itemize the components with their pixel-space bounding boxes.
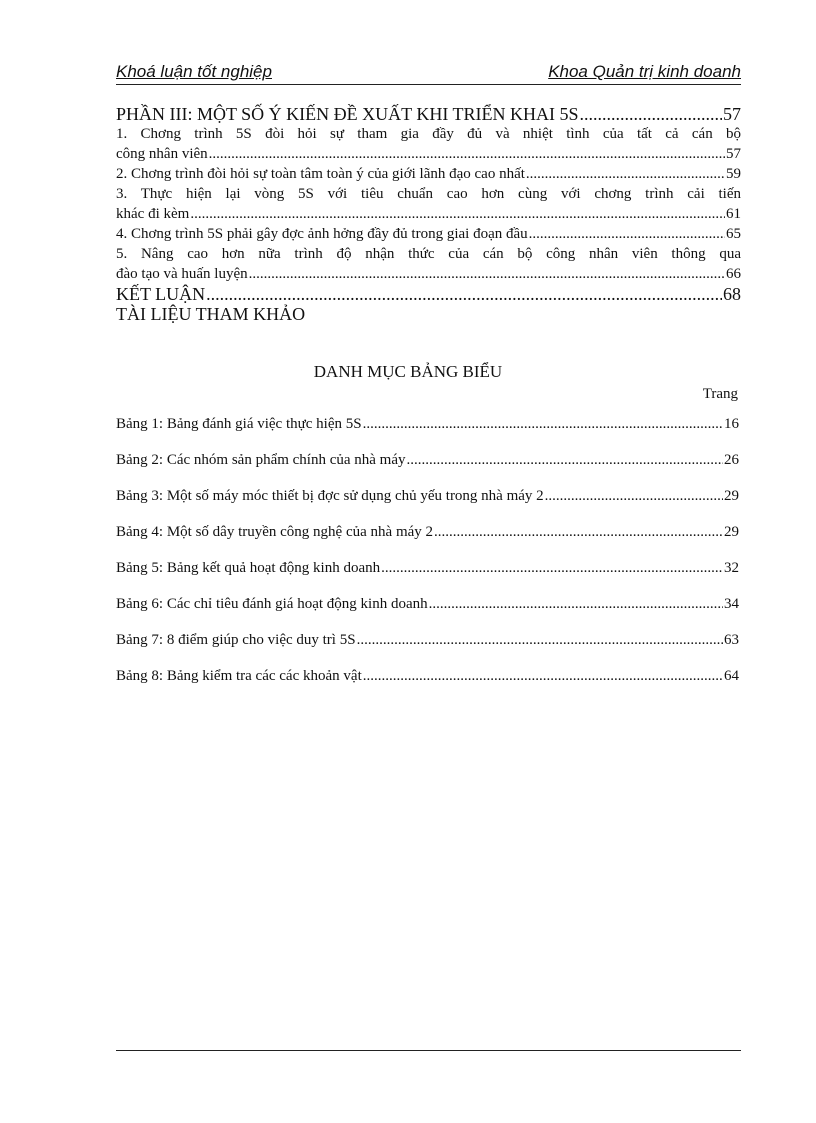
table-entry-text: Bảng 7: 8 điểm giúp cho việc duy trì 5S: [116, 632, 356, 648]
leader-dots: [529, 224, 725, 244]
leader-dots: [190, 204, 725, 224]
toc-entry-text: PHẦN III: MỘT SỐ Ý KIẾN ĐỀ XUẤT KHI TRIỂN KHAI 5S: [116, 104, 579, 124]
page-column-label: Trang: [702, 386, 738, 402]
table-entry-page: 16: [724, 416, 739, 432]
list-of-tables-title: DANH MỤC BẢNG BIỂU: [313, 362, 503, 381]
table-entry-text: Bảng 4: Một số dây truyền công nghệ của nhà máy 2: [116, 524, 434, 540]
table-entry-text: Bảng 6: Các chỉ tiêu đánh giá hoạt động kinh doanh: [116, 596, 428, 612]
table-entry-page: 34: [724, 596, 739, 612]
toc-entry-text-line2: khác đi kèm: [116, 206, 190, 222]
leader-dots: [526, 164, 725, 184]
table-entry: [116, 668, 739, 704]
leader-dots: [363, 416, 723, 433]
toc-entry-page: 57: [726, 146, 741, 162]
table-entry: [116, 596, 739, 632]
toc-entry-3: [116, 184, 741, 224]
toc-entry-text: 2. Chơng trình đòi hỏi sự toàn tâm toàn ý của giới lãnh đạo cao nhất: [116, 166, 525, 182]
leader-dots: [363, 668, 723, 685]
leader-dots: [545, 488, 723, 505]
toc-entry-page: 66: [726, 266, 741, 282]
table-entry-page: 32: [724, 560, 739, 576]
toc-entry-page: 61: [726, 206, 741, 222]
toc-entry-text: 4. Chơng trình 5S phải gây đợc ảnh hởng đầy đủ trong giai đoạn đầu: [116, 226, 528, 242]
toc-entry-page: 68: [723, 284, 741, 304]
leader-dots: [407, 452, 723, 469]
table-entry-page: 29: [724, 488, 739, 504]
page-header: [116, 62, 741, 85]
leader-dots: [249, 264, 725, 284]
footer-rule: [116, 1050, 741, 1051]
table-entry-text: Bảng 3: Một số máy móc thiết bị đợc sử dụng chủ yếu trong nhà máy 2: [116, 488, 544, 504]
header-faculty-label: Khoa Quản trị kinh doanh: [548, 62, 741, 81]
table-entry-page: 64: [724, 668, 739, 684]
table-entry: [116, 452, 739, 488]
toc-entry-text: KẾT LUẬN: [116, 284, 206, 304]
table-entry: [116, 416, 739, 452]
toc-entry-text-line2: đào tạo và huấn luyện: [116, 266, 248, 282]
leader-dots: [579, 104, 722, 124]
table-entry-text: Bảng 2: Các nhóm sản phẩm chính của nhà máy: [116, 452, 406, 468]
table-entry: [116, 560, 739, 596]
leader-dots: [381, 560, 723, 577]
toc-entry-text-line1: 5. Nâng cao hơn nữa trình độ nhận thức của cán bộ công nhân viên thông qua: [116, 246, 741, 262]
leader-dots: [357, 632, 723, 649]
table-entry: [116, 632, 739, 668]
table-entry-page: 26: [724, 452, 739, 468]
leader-dots: [209, 144, 725, 164]
table-entry-text: Bảng 5: Bảng kết quả hoạt động kinh doanh: [116, 560, 381, 576]
toc-entry-text-line1: 1. Chơng trình 5S đòi hỏi sự tham gia đầy đủ và nhiệt tình của tất cả cán bộ: [116, 126, 741, 142]
toc-entry-part3: [116, 104, 741, 124]
table-entry-text: Bảng 1: Bảng đánh giá việc thực hiện 5S: [116, 416, 362, 432]
toc-entry-text-line2: công nhân viên: [116, 146, 208, 162]
leader-dots: [434, 524, 723, 541]
toc-entry-4: [116, 224, 741, 244]
header-thesis-label: Khoá luận tốt nghiệp: [116, 62, 272, 81]
toc-entry-references: TÀI LIỆU THAM KHẢO: [116, 304, 306, 324]
list-of-tables: [116, 416, 739, 704]
table-entry-page: 63: [724, 632, 739, 648]
leader-dots: [206, 284, 722, 304]
toc-entry-1: [116, 124, 741, 164]
table-entry-page: 29: [724, 524, 739, 540]
table-entry: [116, 488, 739, 524]
table-entry-text: Bảng 8: Bảng kiểm tra các các khoản vật: [116, 668, 362, 684]
table-entry: [116, 524, 739, 560]
toc-entry-page: 57: [723, 104, 741, 124]
leader-dots: [429, 596, 723, 613]
toc-entry-page: 59: [726, 166, 741, 182]
toc-entry-2: [116, 164, 741, 184]
toc-entry-text-line1: 3. Thực hiện lại vòng 5S với tiêu chuẩn cao hơn cùng với chơng trình cải tiến: [116, 186, 741, 202]
toc-entry-conclusion: [116, 284, 741, 304]
toc-entry-5: [116, 244, 741, 284]
table-of-contents: [116, 104, 741, 324]
toc-entry-page: 65: [726, 226, 741, 242]
